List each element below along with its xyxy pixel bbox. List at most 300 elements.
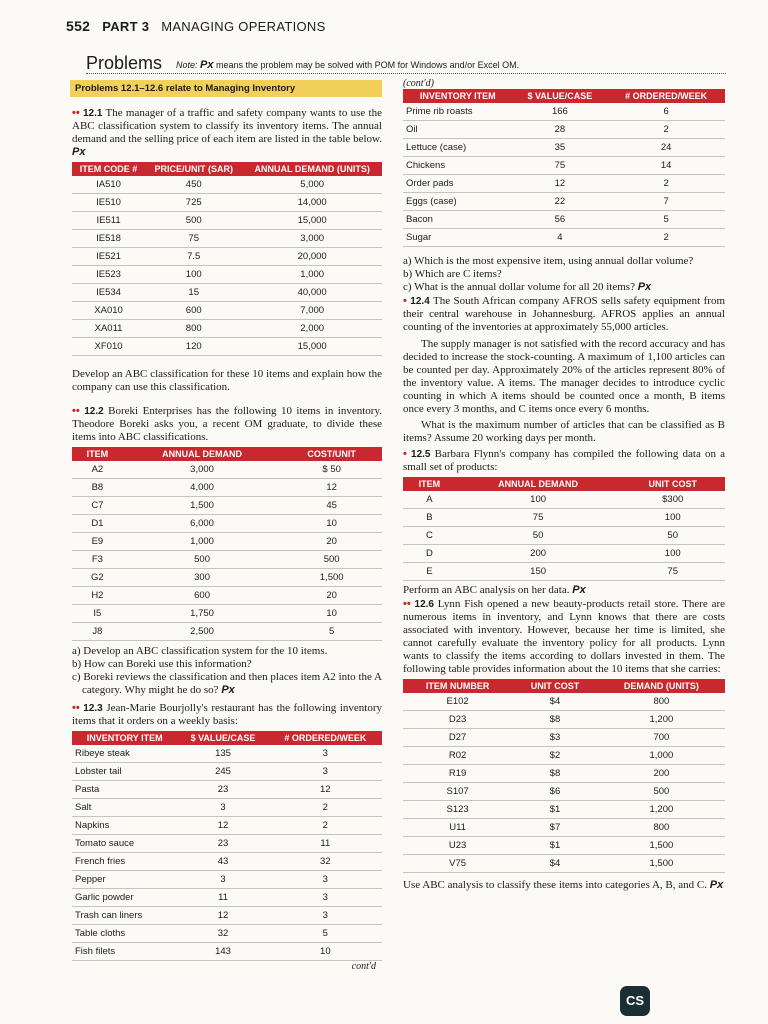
table-cell: 5 bbox=[281, 623, 382, 641]
table-row bbox=[403, 801, 725, 819]
column-header: PRICE/UNIT (SAR) bbox=[145, 162, 242, 176]
problem-12-6 bbox=[403, 598, 725, 676]
table-cell: 600 bbox=[123, 587, 282, 605]
table-12-2 bbox=[72, 447, 382, 641]
table-cell: 2,000 bbox=[242, 320, 382, 338]
table-row bbox=[403, 855, 725, 873]
table-cell: 2 bbox=[269, 799, 382, 817]
table-cell: 75 bbox=[512, 157, 607, 175]
table-cell: 3 bbox=[269, 889, 382, 907]
table-cell: D1 bbox=[72, 515, 123, 533]
table-12-5 bbox=[403, 477, 725, 581]
table-cell: 5 bbox=[607, 211, 725, 229]
problem-12-1 bbox=[72, 107, 382, 159]
question-c bbox=[72, 671, 382, 697]
table-cell: 5 bbox=[269, 925, 382, 943]
difficulty-dots: •• bbox=[72, 702, 80, 714]
table-cell: D23 bbox=[403, 711, 512, 729]
page-number: 552 bbox=[66, 18, 91, 34]
table-cell: A bbox=[403, 491, 456, 509]
table-cell: French fries bbox=[72, 853, 177, 871]
table-cell: E102 bbox=[403, 693, 512, 711]
table-cell: 12 bbox=[281, 479, 382, 497]
column-header: INVENTORY ITEM bbox=[72, 731, 177, 745]
table-cell: 800 bbox=[598, 693, 725, 711]
table-row bbox=[403, 121, 725, 139]
table-cell: $2 bbox=[512, 747, 598, 765]
table-cell: 1,500 bbox=[598, 837, 725, 855]
table-cell: 3 bbox=[269, 907, 382, 925]
table-row bbox=[72, 745, 382, 763]
table-cell: XA010 bbox=[72, 302, 145, 320]
column-header: # ORDERED/WEEK bbox=[269, 731, 382, 745]
table-cell: 10 bbox=[281, 515, 382, 533]
difficulty-dots: •• bbox=[72, 107, 80, 119]
px-icon: Px bbox=[572, 584, 586, 596]
table-cell: 200 bbox=[456, 545, 621, 563]
column-header: INVENTORY ITEM bbox=[403, 89, 512, 103]
table-cell: 7,000 bbox=[242, 302, 382, 320]
table-cell: 50 bbox=[456, 527, 621, 545]
table-cell: IE521 bbox=[72, 248, 145, 266]
problem-text: Lynn Fish opened a new beauty-products retail store. There are numerous items in inventory, and Lynn knows that there are costs associated with inventory. However, because her time is limited, she cannot carefully evaluate the inventory policy for all products. Lynn wants to classify the items according to dollars invested in them. The following table provides information about the 10 items that she carries: bbox=[403, 598, 726, 675]
table-cell: 700 bbox=[598, 729, 725, 747]
table-cell: 500 bbox=[123, 551, 282, 569]
left-column bbox=[72, 80, 382, 972]
table-cell: 3 bbox=[269, 763, 382, 781]
problem-number: 12.5 bbox=[411, 449, 431, 460]
table-cell: Lobster tail bbox=[72, 763, 177, 781]
pom-note bbox=[176, 59, 519, 71]
table-cell: 14 bbox=[607, 157, 725, 175]
problem-12-4 bbox=[403, 295, 725, 334]
table-cell: Ribeye steak bbox=[72, 745, 177, 763]
table-cell: 10 bbox=[281, 605, 382, 623]
table-cell: 20,000 bbox=[242, 248, 382, 266]
table-cell: $8 bbox=[512, 711, 598, 729]
table-cell: 2 bbox=[607, 121, 725, 139]
table-cell: V75 bbox=[403, 855, 512, 873]
problem-text: The manager of a traffic and safety company wants to use the ABC classification system to classify its inventory items. The annual demand and the selling price of each item are listed in the table below. bbox=[72, 107, 382, 145]
table-cell: 800 bbox=[145, 320, 242, 338]
table-row bbox=[72, 623, 382, 641]
table-cell: 3,000 bbox=[123, 461, 282, 479]
table-row bbox=[403, 527, 725, 545]
table-row bbox=[72, 817, 382, 835]
table-cell: 43 bbox=[177, 853, 268, 871]
table-cell: Fish filets bbox=[72, 943, 177, 961]
table-cell: A2 bbox=[72, 461, 123, 479]
difficulty-dots: •• bbox=[72, 405, 80, 417]
problem-number: 12.4 bbox=[410, 296, 430, 307]
problem-text: Boreki Enterprises has the following 10 items in inventory. Theodore Boreki asks you, a recent OM graduate, to divide these items into ABC classifications. bbox=[72, 405, 383, 443]
table-cell: 800 bbox=[598, 819, 725, 837]
table-cell: 22 bbox=[512, 193, 607, 211]
table-cell: C7 bbox=[72, 497, 123, 515]
table-cell: 450 bbox=[145, 176, 242, 194]
table-cell: 50 bbox=[620, 527, 725, 545]
problem-12-5-task bbox=[403, 584, 725, 597]
table-cell: Lettuce (case) bbox=[403, 139, 512, 157]
task-text: Perform an ABC analysis on her data. bbox=[403, 584, 570, 596]
table-cell: Salt bbox=[72, 799, 177, 817]
table-cell: 2,500 bbox=[123, 623, 282, 641]
part-label: PART 3 bbox=[102, 19, 150, 34]
table-cell: 4,000 bbox=[123, 479, 282, 497]
table-cell: 15,000 bbox=[242, 338, 382, 356]
table-cell: $4 bbox=[512, 855, 598, 873]
table-cell: Order pads bbox=[403, 175, 512, 193]
table-row bbox=[403, 175, 725, 193]
table-cell: 12 bbox=[512, 175, 607, 193]
table-cell: 1,200 bbox=[598, 801, 725, 819]
column-header: ANNUAL DEMAND bbox=[123, 447, 282, 461]
table-cell: IE511 bbox=[72, 212, 145, 230]
table-cell: 166 bbox=[512, 103, 607, 121]
camscanner-logo-icon: CS bbox=[620, 986, 650, 1016]
table-row bbox=[403, 783, 725, 801]
table-cell: Napkins bbox=[72, 817, 177, 835]
table-row bbox=[72, 194, 382, 212]
question-b: b) How can Boreki use this information? bbox=[72, 658, 252, 670]
px-icon: Px bbox=[221, 684, 235, 696]
table-cell: 15,000 bbox=[242, 212, 382, 230]
divider bbox=[86, 73, 726, 74]
table-cell: 1,500 bbox=[123, 497, 282, 515]
column-header: DEMAND (UNITS) bbox=[598, 679, 725, 693]
table-cell: 1,500 bbox=[281, 569, 382, 587]
problem-12-4-para3: What is the maximum number of articles that can be classified as B items? Assume 20 working days per month. bbox=[403, 419, 725, 444]
table-cell: 245 bbox=[177, 763, 268, 781]
table-cell: IE534 bbox=[72, 284, 145, 302]
table-cell: G2 bbox=[72, 569, 123, 587]
table-row bbox=[403, 711, 725, 729]
table-cell: D27 bbox=[403, 729, 512, 747]
table-cell: 725 bbox=[145, 194, 242, 212]
table-row bbox=[403, 193, 725, 211]
table-cell: 35 bbox=[512, 139, 607, 157]
table-cell: 3 bbox=[177, 871, 268, 889]
px-icon: Px bbox=[72, 146, 86, 158]
table-row bbox=[72, 569, 382, 587]
table-row bbox=[72, 176, 382, 194]
section-label: MANAGING OPERATIONS bbox=[161, 19, 326, 34]
table-cell: 100 bbox=[145, 266, 242, 284]
table-cell: 200 bbox=[598, 765, 725, 783]
continued-label: cont'd bbox=[351, 961, 376, 972]
table-row bbox=[403, 747, 725, 765]
table-cell: R19 bbox=[403, 765, 512, 783]
table-row bbox=[403, 545, 725, 563]
table-row bbox=[72, 479, 382, 497]
problem-12-3 bbox=[72, 702, 382, 728]
question-c-text: c) What is the annual dollar volume for all 20 items? bbox=[403, 281, 635, 293]
table-cell: 500 bbox=[281, 551, 382, 569]
table-row bbox=[72, 320, 382, 338]
table-cell: 2 bbox=[269, 817, 382, 835]
table-cell: $1 bbox=[512, 837, 598, 855]
table-cell: E bbox=[403, 563, 456, 581]
table-cell: 75 bbox=[620, 563, 725, 581]
table-cell: 28 bbox=[512, 121, 607, 139]
table-cell: 1,000 bbox=[242, 266, 382, 284]
table-cell: $8 bbox=[512, 765, 598, 783]
table-cell: 4 bbox=[512, 229, 607, 247]
table-row bbox=[72, 497, 382, 515]
table-cell: Eggs (case) bbox=[403, 193, 512, 211]
running-header bbox=[66, 18, 326, 34]
problem-12-6-task bbox=[403, 879, 725, 892]
table-cell: 600 bbox=[145, 302, 242, 320]
table-row bbox=[72, 284, 382, 302]
table-cell: 40,000 bbox=[242, 284, 382, 302]
table-cell: 6,000 bbox=[123, 515, 282, 533]
table-12-6 bbox=[403, 679, 725, 873]
table-cell: 1,000 bbox=[598, 747, 725, 765]
table-cell: S123 bbox=[403, 801, 512, 819]
problems-title: Problems bbox=[86, 53, 163, 73]
table-cell: 100 bbox=[456, 491, 621, 509]
table-cell: $ 50 bbox=[281, 461, 382, 479]
table-cell: Table cloths bbox=[72, 925, 177, 943]
table-cell: E9 bbox=[72, 533, 123, 551]
table-cell: 20 bbox=[281, 587, 382, 605]
px-icon: Px bbox=[709, 879, 724, 891]
table-row bbox=[72, 551, 382, 569]
table-cell: 6 bbox=[607, 103, 725, 121]
table-cell: C bbox=[403, 527, 456, 545]
table-cell: 14,000 bbox=[242, 194, 382, 212]
table-row bbox=[72, 853, 382, 871]
table-row bbox=[72, 871, 382, 889]
table-cell: 1,200 bbox=[598, 711, 725, 729]
table-12-1 bbox=[72, 162, 382, 356]
table-cell: 10 bbox=[269, 943, 382, 961]
problem-number: 12.1 bbox=[82, 108, 103, 119]
question-c bbox=[403, 281, 725, 294]
table-cell: B8 bbox=[72, 479, 123, 497]
table-cell: 300 bbox=[123, 569, 282, 587]
table-cell: F3 bbox=[72, 551, 123, 569]
table-row bbox=[403, 139, 725, 157]
table-cell: 3 bbox=[177, 799, 268, 817]
table-cell: U23 bbox=[403, 837, 512, 855]
table-row bbox=[72, 781, 382, 799]
column-header: ITEM NUMBER bbox=[403, 679, 512, 693]
table-cell: 3 bbox=[269, 745, 382, 763]
column-header: UNIT COST bbox=[512, 679, 598, 693]
table-cell: $1 bbox=[512, 801, 598, 819]
table-cell: $4 bbox=[512, 693, 598, 711]
table-cell: 32 bbox=[269, 853, 382, 871]
table-row bbox=[72, 461, 382, 479]
table-cell: 500 bbox=[145, 212, 242, 230]
table-cell: 23 bbox=[177, 835, 268, 853]
column-header: UNIT COST bbox=[620, 477, 725, 491]
problem-12-1-task: Develop an ABC classification for these 10 items and explain how the company can use this classification. bbox=[72, 368, 382, 393]
table-cell: 135 bbox=[177, 745, 268, 763]
table-row bbox=[72, 889, 382, 907]
table-row bbox=[403, 211, 725, 229]
column-header: ITEM CODE # bbox=[72, 162, 145, 176]
table-cell: 12 bbox=[177, 817, 268, 835]
right-column bbox=[403, 78, 725, 892]
table-row bbox=[403, 509, 725, 527]
problem-text: Barbara Flynn's company has compiled the following data on a small set of products: bbox=[403, 448, 726, 473]
table-cell: 11 bbox=[177, 889, 268, 907]
table-cell: $3 bbox=[512, 729, 598, 747]
table-row bbox=[72, 835, 382, 853]
table-cell: D bbox=[403, 545, 456, 563]
note-text: means the problem may be solved with POM for Windows and/or Excel OM. bbox=[216, 60, 520, 70]
table-cell: 100 bbox=[620, 509, 725, 527]
table-cell: 1,000 bbox=[123, 533, 282, 551]
table-cell: 15 bbox=[145, 284, 242, 302]
table-cell: 5,000 bbox=[242, 176, 382, 194]
table-row bbox=[403, 563, 725, 581]
table-cell: 3 bbox=[269, 871, 382, 889]
table-row bbox=[403, 229, 725, 247]
table-cell: XA011 bbox=[72, 320, 145, 338]
question-c-text: c) Boreki reviews the classification and then places item A2 into the A category. Why might he do so? bbox=[72, 671, 382, 696]
table-row bbox=[72, 515, 382, 533]
table-row bbox=[72, 943, 382, 961]
table-row bbox=[72, 212, 382, 230]
task-text: Use ABC analysis to classify these items into categories A, B, and C. bbox=[403, 879, 707, 891]
table-cell: Trash can liners bbox=[72, 907, 177, 925]
table-cell: 32 bbox=[177, 925, 268, 943]
table-row bbox=[72, 907, 382, 925]
table-cell: 3,000 bbox=[242, 230, 382, 248]
px-icon: Px bbox=[200, 59, 214, 71]
question-a: a) Which is the most expensive item, using annual dollar volume? bbox=[403, 255, 694, 267]
table-row bbox=[403, 819, 725, 837]
table-cell: B bbox=[403, 509, 456, 527]
table-cell: $7 bbox=[512, 819, 598, 837]
table-cell: Sugar bbox=[403, 229, 512, 247]
table-cell: 120 bbox=[145, 338, 242, 356]
table-row bbox=[72, 533, 382, 551]
problem-text: The South African company AFROS sells safety equipment from their central warehouse in Johannesburg. AFROS applies an annual counting of the inventories at approximately 55,000 articles. bbox=[403, 295, 725, 333]
table-row bbox=[72, 266, 382, 284]
column-header: ANNUAL DEMAND bbox=[456, 477, 621, 491]
continued-label: (cont'd) bbox=[403, 78, 435, 89]
column-header: COST/UNIT bbox=[281, 447, 382, 461]
table-row bbox=[403, 491, 725, 509]
table-row bbox=[72, 587, 382, 605]
table-cell: IE510 bbox=[72, 194, 145, 212]
column-header: $ VALUE/CASE bbox=[512, 89, 607, 103]
table-cell: 150 bbox=[456, 563, 621, 581]
table-row bbox=[72, 338, 382, 356]
table-row bbox=[403, 157, 725, 175]
table-cell: Pasta bbox=[72, 781, 177, 799]
problem-number: 12.6 bbox=[414, 599, 434, 610]
table-cell: 2 bbox=[607, 175, 725, 193]
table-cell: 23 bbox=[177, 781, 268, 799]
table-cell: 1,750 bbox=[123, 605, 282, 623]
table-cell: 1,500 bbox=[598, 855, 725, 873]
table-cell: U11 bbox=[403, 819, 512, 837]
table-row bbox=[403, 693, 725, 711]
table-row bbox=[72, 248, 382, 266]
column-header: $ VALUE/CASE bbox=[177, 731, 268, 745]
table-cell: 20 bbox=[281, 533, 382, 551]
difficulty-dots: • bbox=[403, 295, 407, 307]
table-cell: J8 bbox=[72, 623, 123, 641]
table-cell: $6 bbox=[512, 783, 598, 801]
table-cell: 100 bbox=[620, 545, 725, 563]
table-12-3-continued bbox=[403, 89, 725, 247]
table-row bbox=[403, 765, 725, 783]
problem-number: 12.3 bbox=[83, 703, 103, 714]
table-cell: 500 bbox=[598, 783, 725, 801]
table-cell: 11 bbox=[269, 835, 382, 853]
table-cell: 2 bbox=[607, 229, 725, 247]
table-cell: 75 bbox=[145, 230, 242, 248]
table-cell: IA510 bbox=[72, 176, 145, 194]
difficulty-dots: • bbox=[403, 448, 407, 460]
table-cell: 7 bbox=[607, 193, 725, 211]
table-cell: 12 bbox=[177, 907, 268, 925]
table-cell: IE523 bbox=[72, 266, 145, 284]
table-row bbox=[72, 605, 382, 623]
question-b: b) Which are C items? bbox=[403, 268, 502, 280]
table-row bbox=[72, 230, 382, 248]
column-header: ITEM bbox=[403, 477, 456, 491]
note-label: Note: bbox=[176, 60, 198, 70]
question-a: a) Develop an ABC classification system for the 10 items. bbox=[72, 645, 328, 657]
table-cell: I5 bbox=[72, 605, 123, 623]
table-cell: 75 bbox=[456, 509, 621, 527]
table-cell: H2 bbox=[72, 587, 123, 605]
table-row bbox=[72, 302, 382, 320]
table-cell: IE518 bbox=[72, 230, 145, 248]
table-cell: Tomato sauce bbox=[72, 835, 177, 853]
table-cell: 143 bbox=[177, 943, 268, 961]
table-cell: Oil bbox=[403, 121, 512, 139]
table-cell: S107 bbox=[403, 783, 512, 801]
table-cell: XF010 bbox=[72, 338, 145, 356]
table-cell: 56 bbox=[512, 211, 607, 229]
problem-12-2 bbox=[72, 405, 382, 444]
table-row bbox=[403, 729, 725, 747]
column-header: # ORDERED/WEEK bbox=[607, 89, 725, 103]
table-cell: $300 bbox=[620, 491, 725, 509]
difficulty-dots: •• bbox=[403, 598, 411, 610]
table-row bbox=[72, 763, 382, 781]
relate-banner: Problems 12.1–12.6 relate to Managing Inventory bbox=[70, 80, 382, 97]
px-icon: Px bbox=[637, 281, 652, 293]
problem-number: 12.2 bbox=[84, 406, 104, 417]
table-cell: 12 bbox=[269, 781, 382, 799]
table-row bbox=[72, 799, 382, 817]
table-cell: Pepper bbox=[72, 871, 177, 889]
table-cell: Prime rib roasts bbox=[403, 103, 512, 121]
table-cell: 7.5 bbox=[145, 248, 242, 266]
table-row bbox=[72, 925, 382, 943]
column-header: ITEM bbox=[72, 447, 123, 461]
table-cell: Chickens bbox=[403, 157, 512, 175]
table-row bbox=[403, 103, 725, 121]
problem-12-4-para2: The supply manager is not satisfied with the record accuracy and has decided to increase the stock-counting. A maximum of 1,100 articles can be counted per day. Approximately 20% of the articles represent 80% of the inventory value. A items. The manager decides to introduce cyclic counting in which A items should be counted once a month, B items once every 3 months, and C items once every 6 months. bbox=[403, 338, 725, 415]
table-cell: R02 bbox=[403, 747, 512, 765]
table-row bbox=[403, 837, 725, 855]
table-cell: Garlic powder bbox=[72, 889, 177, 907]
column-header: ANNUAL DEMAND (UNITS) bbox=[242, 162, 382, 176]
table-cell: 45 bbox=[281, 497, 382, 515]
table-cell: 24 bbox=[607, 139, 725, 157]
